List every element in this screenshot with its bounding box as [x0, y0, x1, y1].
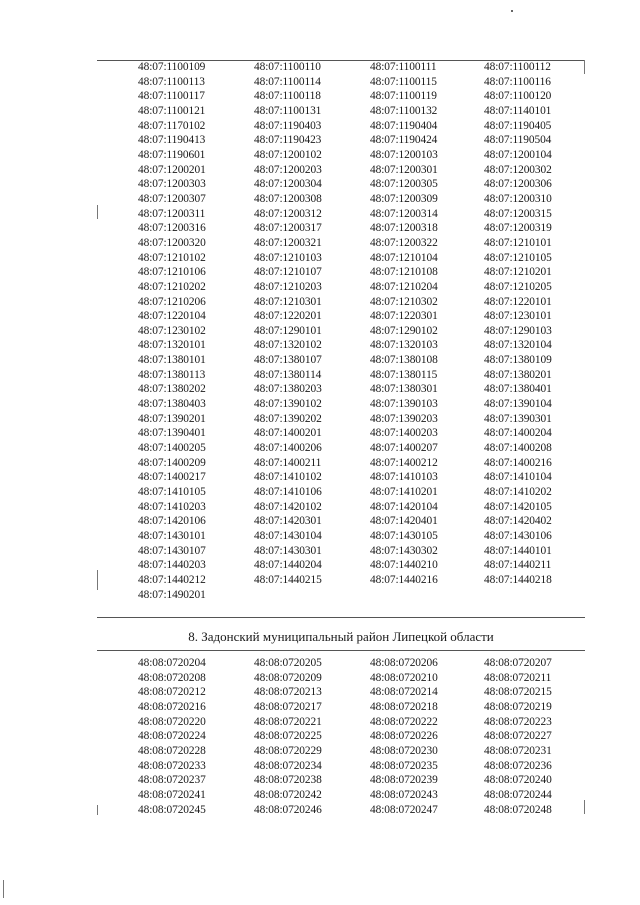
cadastral-code-table-1 — [138, 60, 596, 602]
cadastral-code-cell: 48:08:0720234 — [254, 759, 322, 772]
cadastral-code-cell: 48:08:0720228 — [138, 744, 206, 757]
cadastral-code-cell: 48:07:1400206 — [254, 442, 322, 455]
cadastral-code-cell: 48:07:1190424 — [370, 134, 438, 147]
cadastral-code-cell: 48:07:1100120 — [484, 90, 552, 103]
cadastral-code-cell: 48:07:1420106 — [138, 515, 206, 528]
cadastral-code-cell: 48:07:1210106 — [138, 266, 206, 279]
cadastral-code-cell: 48:08:0720227 — [484, 730, 552, 743]
cadastral-code-cell: 48:07:1420401 — [370, 515, 438, 528]
cadastral-code-cell: 48:07:1210206 — [138, 295, 206, 308]
cadastral-code-cell: 48:07:1410202 — [484, 486, 552, 499]
cadastral-code-cell: 48:08:0720219 — [484, 700, 552, 713]
cadastral-code-cell: 48:07:1380113 — [138, 368, 206, 381]
cadastral-code-cell: 48:07:1290102 — [370, 324, 438, 337]
cadastral-code-cell: 48:07:1320101 — [138, 339, 206, 352]
cadastral-code-cell: 48:07:1440210 — [370, 559, 438, 572]
cadastral-code-cell: 48:07:1190413 — [138, 134, 206, 147]
cadastral-code-cell: 48:07:1410103 — [370, 471, 438, 484]
cadastral-code-cell: 48:07:1440216 — [370, 573, 438, 586]
cadastral-code-cell: 48:08:0720248 — [484, 803, 552, 816]
table-right-mark — [584, 800, 585, 814]
cadastral-code-cell: 48:07:1200104 — [484, 148, 552, 161]
cadastral-code-cell: 48:07:1100111 — [370, 61, 437, 73]
cadastral-code-cell: 48:07:1290101 — [254, 324, 322, 337]
cadastral-code-cell: 48:07:1410105 — [138, 486, 206, 499]
table-left-mark — [97, 205, 98, 219]
cadastral-code-cell: 48:07:1190403 — [254, 119, 322, 132]
cadastral-code-cell: 48:08:0720205 — [254, 657, 322, 669]
cadastral-code-cell: 48:08:0720218 — [370, 700, 438, 713]
cadastral-code-cell: 48:07:1420402 — [484, 515, 552, 528]
cadastral-code-cell: 48:08:0720216 — [138, 700, 206, 713]
cadastral-code-cell: 48:08:0720230 — [370, 744, 438, 757]
cadastral-code-cell: 48:08:0720236 — [484, 759, 552, 772]
cadastral-code-table-2 — [138, 656, 596, 817]
cadastral-code-cell: 48:07:1200317 — [254, 222, 322, 235]
cadastral-code-cell: 48:07:1200304 — [254, 178, 322, 191]
cadastral-code-cell: 48:07:1430105 — [370, 530, 438, 542]
cadastral-code-cell: 48:07:1100114 — [254, 75, 321, 88]
cadastral-code-cell: 48:07:1420104 — [370, 500, 438, 513]
cadastral-code-cell: 48:07:1200303 — [138, 178, 206, 191]
cadastral-code-cell: 48:07:1380114 — [254, 368, 322, 381]
cadastral-code-cell: 48:08:0720210 — [370, 671, 438, 684]
cadastral-code-cell: 48:08:0720244 — [484, 788, 552, 801]
cadastral-code-cell: 48:07:1400203 — [370, 427, 438, 440]
cadastral-code-cell: 48:07:1390301 — [484, 412, 552, 425]
cadastral-code-cell: 48:08:0720221 — [254, 715, 322, 728]
cadastral-code-cell: 48:07:1400205 — [138, 442, 206, 455]
cadastral-code-cell: 48:07:1210201 — [484, 266, 552, 279]
cadastral-code-cell: 48:08:0720245 — [138, 803, 206, 816]
cadastral-code-cell: 48:08:0720213 — [254, 686, 322, 699]
cadastral-code-cell: 48:07:1190423 — [254, 134, 322, 147]
cadastral-code-cell: 48:07:1420301 — [254, 515, 322, 528]
cadastral-code-cell: 48:08:0720238 — [254, 774, 322, 787]
cadastral-code-cell: 48:07:1210105 — [484, 251, 552, 264]
table-left-mark — [97, 805, 98, 815]
cadastral-code-cell: 48:07:1400208 — [484, 442, 552, 455]
cadastral-code-cell: 48:07:1430301 — [254, 544, 322, 557]
cadastral-code-cell: 48:07:1210203 — [254, 280, 322, 293]
cadastral-code-cell: 48:07:1410104 — [484, 471, 552, 484]
cadastral-code-cell: 48:07:1210202 — [138, 280, 206, 293]
cadastral-code-cell: 48:07:1210301 — [254, 295, 322, 308]
cadastral-code-cell: 48:07:1230102 — [138, 324, 206, 337]
cadastral-code-cell: 48:07:1320102 — [254, 339, 322, 352]
scan-speck — [511, 10, 513, 12]
cadastral-code-cell: 48:07:1410203 — [138, 500, 206, 513]
cadastral-code-cell: 48:07:1400212 — [370, 456, 438, 469]
section-divider-bottom — [97, 650, 585, 651]
cadastral-code-cell: 48:07:1420105 — [484, 500, 552, 513]
scan-edge-mark — [3, 880, 4, 898]
cadastral-code-cell: 48:08:0720225 — [254, 730, 322, 743]
cadastral-code-cell: 48:07:1210102 — [138, 251, 206, 264]
cadastral-code-cell: 48:07:1390202 — [254, 412, 322, 425]
cadastral-code-cell: 48:07:1210103 — [254, 251, 322, 264]
cadastral-code-cell: 48:07:1380109 — [484, 354, 552, 367]
cadastral-code-cell: 48:08:0720217 — [254, 700, 322, 713]
cadastral-code-cell: 48:08:0720241 — [138, 788, 206, 801]
cadastral-code-cell: 48:08:0720229 — [254, 744, 322, 757]
cadastral-code-cell: 48:07:1400201 — [254, 427, 322, 440]
cadastral-code-cell: 48:07:1430106 — [484, 530, 552, 542]
cadastral-code-cell: 48:08:0720208 — [138, 671, 206, 684]
cadastral-code-cell: 48:07:1380202 — [138, 383, 206, 396]
cadastral-code-cell: 48:07:1200319 — [484, 222, 552, 235]
cadastral-code-cell: 48:07:1200301 — [370, 163, 438, 176]
cadastral-code-cell: 48:07:1100110 — [254, 61, 321, 73]
cadastral-code-cell: 48:07:1410201 — [370, 486, 438, 499]
cadastral-code-cell: 48:07:1320104 — [484, 339, 552, 352]
cadastral-code-cell: 48:07:1320103 — [370, 339, 438, 352]
cadastral-code-cell: 48:07:1200310 — [484, 192, 552, 205]
cadastral-code-cell: 48:08:0720224 — [138, 730, 206, 743]
cadastral-code-cell: 48:08:0720209 — [254, 671, 322, 684]
cadastral-code-cell: 48:08:0720247 — [370, 803, 438, 816]
cadastral-code-cell: 48:08:0720207 — [484, 657, 552, 669]
cadastral-code-cell: 48:07:1200307 — [138, 192, 206, 205]
cadastral-code-cell: 48:08:0720231 — [484, 744, 552, 757]
cadastral-code-cell: 48:07:1440204 — [254, 559, 322, 572]
cadastral-code-cell: 48:07:1390103 — [370, 398, 438, 411]
cadastral-code-cell: 48:08:0720235 — [370, 759, 438, 772]
cadastral-code-cell: 48:07:1220301 — [370, 310, 438, 323]
cadastral-code-cell: 48:07:1390104 — [484, 398, 552, 411]
section-title: 8. Задонский муниципальный район Липецкой области — [188, 629, 494, 644]
cadastral-code-cell: 48:07:1100132 — [370, 104, 438, 117]
cadastral-code-cell: 48:07:1100131 — [254, 104, 322, 117]
cadastral-code-cell: 48:07:1200318 — [370, 222, 438, 235]
cadastral-code-cell: 48:07:1210107 — [254, 266, 322, 279]
cadastral-code-cell: 48:07:1140101 — [484, 104, 552, 117]
cadastral-code-cell: 48:08:0720240 — [484, 774, 552, 787]
cadastral-code-cell: 48:07:1210302 — [370, 295, 438, 308]
cadastral-code-cell: 48:07:1200305 — [370, 178, 438, 191]
cadastral-code-cell: 48:07:1440215 — [254, 573, 322, 586]
cadastral-code-cell: 48:07:1100109 — [138, 61, 206, 73]
cadastral-code-cell: 48:07:1200308 — [254, 192, 322, 205]
cadastral-code-cell: 48:07:1230101 — [484, 310, 552, 323]
cadastral-code-cell: 48:07:1220201 — [254, 310, 322, 323]
cadastral-code-cell: 48:08:0720233 — [138, 759, 206, 772]
cadastral-code-cell: 48:07:1200103 — [370, 148, 438, 161]
cadastral-code-cell: 48:07:1200309 — [370, 192, 438, 205]
cadastral-code-cell: 48:07:1420102 — [254, 500, 322, 513]
cadastral-code-cell: 48:08:0720211 — [484, 671, 552, 684]
cadastral-code-cell: 48:07:1200201 — [138, 163, 206, 176]
cadastral-code-cell: 48:07:1410102 — [254, 471, 322, 484]
cadastral-code-cell: 48:07:1380203 — [254, 383, 322, 396]
cadastral-code-cell: 48:07:1100113 — [138, 75, 205, 88]
cadastral-code-cell: 48:07:1190404 — [370, 119, 438, 132]
cadastral-code-cell: 48:07:1210104 — [370, 251, 438, 264]
cadastral-code-cell: 48:07:1440218 — [484, 573, 552, 586]
cadastral-code-cell: 48:08:0720239 — [370, 774, 438, 787]
cadastral-code-cell: 48:07:1200322 — [370, 236, 438, 249]
cadastral-code-cell: 48:07:1200321 — [254, 236, 322, 249]
cadastral-code-cell: 48:07:1400209 — [138, 456, 206, 469]
cadastral-code-cell: 48:07:1190504 — [484, 134, 552, 147]
cadastral-code-cell: 48:07:1210205 — [484, 280, 552, 293]
cadastral-code-cell: 48:07:1390201 — [138, 412, 206, 425]
cadastral-code-cell: 48:07:1440101 — [484, 544, 552, 557]
cadastral-code-cell: 48:07:1490201 — [138, 588, 206, 601]
cadastral-code-cell: 48:07:1430302 — [370, 544, 438, 557]
cadastral-code-cell: 48:07:1200316 — [138, 222, 206, 235]
cadastral-code-cell: 48:07:1100115 — [370, 75, 437, 88]
cadastral-code-cell: 48:08:0720220 — [138, 715, 206, 728]
cadastral-code-cell: 48:07:1380101 — [138, 354, 206, 367]
cadastral-code-cell: 48:07:1380401 — [484, 383, 552, 396]
cadastral-code-cell: 48:07:1200311 — [138, 207, 206, 220]
cadastral-code-cell: 48:07:1400211 — [254, 456, 322, 469]
section-divider-top — [97, 617, 585, 618]
cadastral-code-cell: 48:07:1380108 — [370, 354, 438, 367]
cadastral-code-cell: 48:07:1380403 — [138, 398, 206, 411]
cadastral-code-cell: 48:08:0720223 — [484, 715, 552, 728]
cadastral-code-cell: 48:08:0720246 — [254, 803, 322, 816]
cadastral-code-cell: 48:07:1100116 — [484, 75, 551, 88]
cadastral-code-cell: 48:07:1440203 — [138, 559, 206, 572]
cadastral-code-cell: 48:07:1200302 — [484, 163, 552, 176]
cadastral-code-cell: 48:07:1400204 — [484, 427, 552, 440]
cadastral-code-cell: 48:07:1380115 — [370, 368, 438, 381]
cadastral-code-cell: 48:07:1380107 — [254, 354, 322, 367]
cadastral-code-cell: 48:08:0720214 — [370, 686, 438, 699]
cadastral-code-cell: 48:07:1380201 — [484, 368, 552, 381]
cadastral-code-cell: 48:07:1200315 — [484, 207, 552, 220]
cadastral-code-cell: 48:07:1430104 — [254, 530, 322, 542]
cadastral-code-cell: 48:08:0720206 — [370, 657, 438, 669]
cadastral-code-cell: 48:07:1200102 — [254, 148, 322, 161]
cadastral-code-cell: 48:07:1220101 — [484, 295, 552, 308]
cadastral-code-cell: 48:08:0720242 — [254, 788, 322, 801]
cadastral-code-cell: 48:07:1410106 — [254, 486, 322, 499]
cadastral-code-cell: 48:07:1440211 — [484, 559, 552, 572]
cadastral-code-cell: 48:08:0720222 — [370, 715, 438, 728]
cadastral-code-cell: 48:07:1290103 — [484, 324, 552, 337]
cadastral-code-cell: 48:08:0720215 — [484, 686, 552, 699]
cadastral-code-cell: 48:07:1100118 — [254, 90, 321, 103]
cadastral-code-cell: 48:07:1200320 — [138, 236, 206, 249]
cadastral-code-cell: 48:08:0720226 — [370, 730, 438, 743]
cadastral-code-cell: 48:07:1200312 — [254, 207, 322, 220]
cadastral-code-cell: 48:08:0720237 — [138, 774, 206, 787]
cadastral-code-cell: 48:07:1200306 — [484, 178, 552, 191]
cadastral-code-cell: 48:07:1400216 — [484, 456, 552, 469]
cadastral-code-cell: 48:08:0720212 — [138, 686, 206, 699]
cadastral-code-cell: 48:07:1100117 — [138, 90, 205, 103]
cadastral-code-cell: 48:07:1200203 — [254, 163, 322, 176]
cadastral-code-cell: 48:07:1430107 — [138, 544, 206, 557]
cadastral-code-cell: 48:07:1210101 — [484, 236, 552, 249]
cadastral-code-cell: 48:07:1100119 — [370, 90, 437, 103]
cadastral-code-cell: 48:07:1390401 — [138, 427, 206, 440]
table-left-mark — [97, 570, 98, 590]
cadastral-code-cell: 48:08:0720204 — [138, 657, 206, 669]
cadastral-code-cell: 48:07:1190601 — [138, 148, 206, 161]
cadastral-code-cell: 48:07:1440212 — [138, 573, 206, 586]
cadastral-code-cell: 48:07:1190405 — [484, 119, 552, 132]
cadastral-code-cell: 48:07:1390203 — [370, 412, 438, 425]
cadastral-code-cell: 48:07:1400207 — [370, 442, 438, 455]
cadastral-code-cell: 48:07:1210108 — [370, 266, 438, 279]
cadastral-code-cell: 48:07:1380301 — [370, 383, 438, 396]
cadastral-code-cell: 48:07:1210204 — [370, 280, 438, 293]
cadastral-code-cell: 48:07:1100121 — [138, 104, 206, 117]
cadastral-code-cell: 48:07:1430101 — [138, 530, 206, 542]
cadastral-code-cell: 48:07:1390102 — [254, 398, 322, 411]
cadastral-code-cell: 48:08:0720243 — [370, 788, 438, 801]
cadastral-code-cell: 48:07:1170102 — [138, 119, 206, 132]
cadastral-code-cell: 48:07:1400217 — [138, 471, 206, 484]
cadastral-code-cell: 48:07:1100112 — [484, 61, 551, 73]
cadastral-code-cell: 48:07:1200314 — [370, 207, 438, 220]
cadastral-code-cell: 48:07:1220104 — [138, 310, 206, 323]
